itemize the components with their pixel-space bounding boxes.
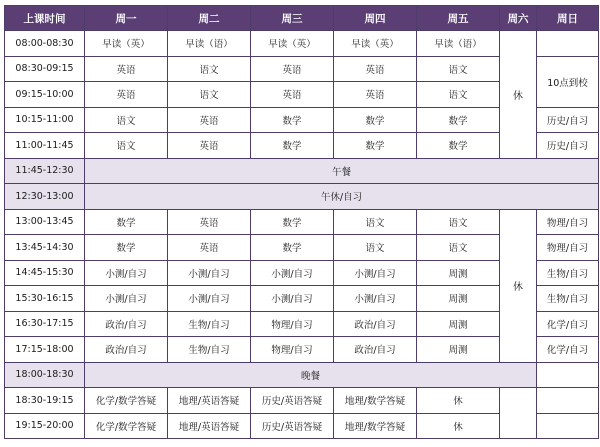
- class-cell: 数学: [417, 133, 500, 159]
- header-wed: 周三: [251, 6, 334, 31]
- time-cell: 08:30-09:15: [5, 56, 85, 82]
- saturday-morning-rest: 休: [500, 31, 537, 159]
- time-cell: 11:00-11:45: [5, 133, 85, 159]
- time-cell: 16:30-17:15: [5, 311, 85, 337]
- class-cell: 生物/自习: [168, 337, 251, 363]
- time-cell: 19:15-20:00: [5, 413, 85, 439]
- class-cell: 数学: [334, 107, 417, 133]
- class-cell: 语文: [417, 82, 500, 108]
- break-row: [5, 184, 599, 210]
- time-cell: 12:30-13:00: [5, 184, 85, 210]
- class-cell: 英语: [251, 82, 334, 108]
- sunday-cell: 生物/自习: [537, 286, 599, 312]
- class-cell: 周测: [417, 260, 500, 286]
- class-cell: 早读（英）: [251, 31, 334, 57]
- class-cell: 语文: [334, 235, 417, 261]
- class-cell: 地理/英语答疑: [168, 413, 251, 439]
- class-cell: 数学: [251, 133, 334, 159]
- class-cell: 英语: [85, 56, 168, 82]
- class-cell: 英语: [334, 56, 417, 82]
- sunday-cell: 化学/自习: [537, 337, 599, 363]
- class-cell: 历史/英语答疑: [251, 388, 334, 414]
- class-cell: 小测/自习: [251, 286, 334, 312]
- class-cell: 早读（语）: [168, 31, 251, 57]
- table-row: [5, 31, 599, 57]
- class-cell: 休: [417, 413, 500, 439]
- lunch-cell: 午餐: [85, 158, 599, 184]
- header-time: 上课时间: [5, 6, 85, 31]
- dinner-cell: 晚餐: [85, 362, 537, 388]
- time-cell: 17:15-18:00: [5, 337, 85, 363]
- time-cell: 14:45-15:30: [5, 260, 85, 286]
- time-cell: 18:00-18:30: [5, 362, 85, 388]
- class-cell: 语文: [334, 209, 417, 235]
- class-cell: 生物/自习: [168, 311, 251, 337]
- time-cell: 13:00-13:45: [5, 209, 85, 235]
- class-cell: 周测: [417, 311, 500, 337]
- nap-cell: 午休/自习: [85, 184, 599, 210]
- class-cell: 小测/自习: [334, 286, 417, 312]
- class-cell: 物理/自习: [251, 311, 334, 337]
- header-row: [5, 6, 599, 31]
- class-cell: 早读（语）: [417, 31, 500, 57]
- header-mon: 周一: [85, 6, 168, 31]
- class-cell: 历史/英语答疑: [251, 413, 334, 439]
- table-row: [5, 209, 599, 235]
- class-cell: 地理/数学答疑: [334, 388, 417, 414]
- class-cell: 物理/自习: [251, 337, 334, 363]
- class-cell: 语文: [417, 56, 500, 82]
- sunday-cell: 化学/自习: [537, 311, 599, 337]
- sunday-cell: 生物/自习: [537, 260, 599, 286]
- header-fri: 周五: [417, 6, 500, 31]
- class-cell: 英语: [168, 209, 251, 235]
- class-cell: 英语: [168, 107, 251, 133]
- class-cell: 周测: [417, 286, 500, 312]
- class-cell: 英语: [85, 82, 168, 108]
- class-cell: 语文: [417, 209, 500, 235]
- sunday-cell: 物理/自习: [537, 235, 599, 261]
- sunday-cell-empty: [537, 413, 599, 439]
- sunday-cell-empty: [537, 362, 599, 388]
- class-cell: 地理/数学答疑: [334, 413, 417, 439]
- class-cell: 数学: [251, 235, 334, 261]
- class-cell: 小测/自习: [334, 260, 417, 286]
- class-cell: 小测/自习: [168, 286, 251, 312]
- class-cell: 早读（英）: [85, 31, 168, 57]
- saturday-cell-empty: [500, 388, 537, 439]
- class-cell: 英语: [168, 235, 251, 261]
- schedule-table: [4, 5, 599, 439]
- sunday-cell: 历史/自习: [537, 133, 599, 159]
- time-cell: 08:00-08:30: [5, 31, 85, 57]
- class-cell: 英语: [251, 56, 334, 82]
- class-cell: 早读（英）: [334, 31, 417, 57]
- header-sun: 周日: [537, 6, 599, 31]
- time-cell: 13:45-14:30: [5, 235, 85, 261]
- sunday-cell: 历史/自习: [537, 107, 599, 133]
- sunday-cell: 物理/自习: [537, 209, 599, 235]
- sunday-arrival: 10点到校: [537, 56, 599, 107]
- class-cell: 小测/自习: [85, 260, 168, 286]
- class-cell: 语文: [85, 133, 168, 159]
- header-tue: 周二: [168, 6, 251, 31]
- class-cell: 政治/自习: [85, 311, 168, 337]
- class-cell: 数学: [251, 209, 334, 235]
- class-cell: 数学: [334, 133, 417, 159]
- sunday-cell-empty: [537, 31, 599, 57]
- time-cell: 11:45-12:30: [5, 158, 85, 184]
- class-cell: 小测/自习: [168, 260, 251, 286]
- class-cell: 数学: [85, 209, 168, 235]
- class-cell: 政治/自习: [85, 337, 168, 363]
- table-row: [5, 388, 599, 414]
- class-cell: 周测: [417, 337, 500, 363]
- class-cell: 语文: [168, 56, 251, 82]
- class-cell: 休: [417, 388, 500, 414]
- class-cell: 数学: [85, 235, 168, 261]
- class-cell: 语文: [85, 107, 168, 133]
- class-cell: 数学: [417, 107, 500, 133]
- class-cell: 小测/自习: [251, 260, 334, 286]
- header-sat: 周六: [500, 6, 537, 31]
- class-cell: 政治/自习: [334, 311, 417, 337]
- class-cell: 地理/英语答疑: [168, 388, 251, 414]
- class-cell: 语文: [417, 235, 500, 261]
- time-cell: 18:30-19:15: [5, 388, 85, 414]
- class-cell: 英语: [168, 133, 251, 159]
- class-cell: 英语: [334, 82, 417, 108]
- saturday-afternoon-rest: 休: [500, 209, 537, 362]
- class-cell: 小测/自习: [85, 286, 168, 312]
- sunday-cell-empty: [537, 388, 599, 414]
- break-row: [5, 362, 599, 388]
- time-cell: 15:30-16:15: [5, 286, 85, 312]
- header-thu: 周四: [334, 6, 417, 31]
- class-cell: 政治/自习: [334, 337, 417, 363]
- class-cell: 化学/数学答疑: [85, 388, 168, 414]
- class-cell: 语文: [168, 82, 251, 108]
- class-cell: 化学/数学答疑: [85, 413, 168, 439]
- time-cell: 10:15-11:00: [5, 107, 85, 133]
- break-row: [5, 158, 599, 184]
- class-cell: 数学: [251, 107, 334, 133]
- time-cell: 09:15-10:00: [5, 82, 85, 108]
